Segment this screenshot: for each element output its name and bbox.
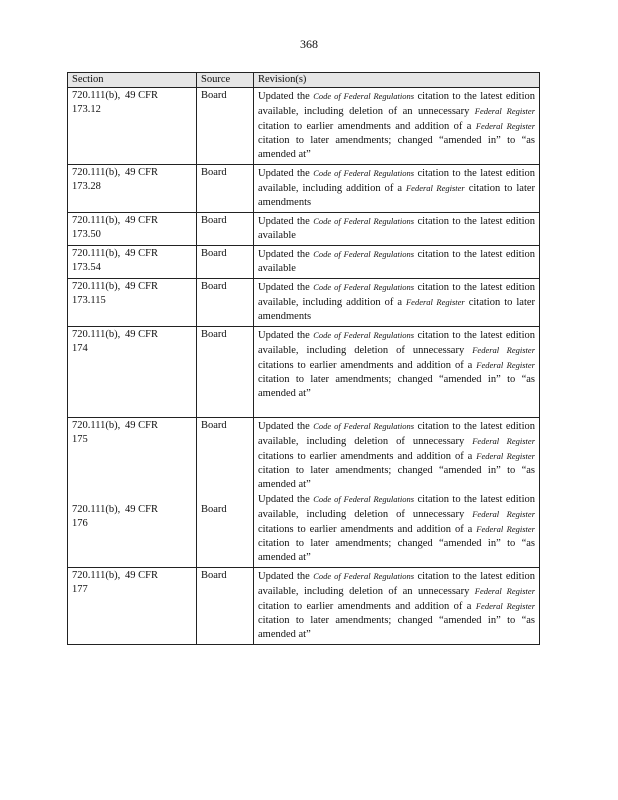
- revision-text: citations to earlier amendments and addition of a: [258, 524, 477, 535]
- section-cfr: 49 CFR: [125, 420, 158, 431]
- revision-text: citation to the latest edition available, including addition of a: [258, 168, 536, 194]
- table-row: [68, 213, 540, 246]
- section-ref: 720.111(b),: [72, 167, 121, 178]
- section-part: 174: [72, 343, 88, 354]
- cfr-title: Code of Federal Regulations: [313, 216, 415, 226]
- table-row: [68, 246, 540, 279]
- section-cell: [68, 418, 197, 568]
- section-cell: [68, 88, 197, 165]
- cfr-title: Code of Federal Regulations: [313, 494, 415, 504]
- revision-text: citation to the latest edition available, including deletion of an unnecessary: [258, 91, 536, 117]
- section-part: 173.12: [72, 104, 101, 115]
- revision-text: citations to earlier amendments and addition of a: [258, 451, 477, 462]
- cfr-title: Code of Federal Regulations: [313, 571, 415, 581]
- section-ref: 720.111(b),: [72, 504, 121, 515]
- header-source: Source: [197, 73, 254, 88]
- revision-text: Updated the: [258, 571, 314, 582]
- source-text: Board: [201, 420, 227, 431]
- section-cfr: 49 CFR: [125, 90, 158, 101]
- fed-register-title: Federal Register: [405, 297, 465, 307]
- revision-text: citation to later amendments; changed “amended in” to “as amended at”: [258, 135, 535, 160]
- table-row: [68, 165, 540, 213]
- revision-cell: [254, 568, 540, 645]
- section-cfr: 49 CFR: [125, 281, 158, 292]
- cfr-title: Code of Federal Regulations: [313, 168, 415, 178]
- section-cell: [68, 246, 197, 279]
- revision-text: Updated the: [258, 216, 314, 227]
- source-cell: Board: [197, 279, 254, 327]
- section-cell: [68, 213, 197, 246]
- section-ref: 720.111(b),: [72, 329, 121, 340]
- fed-register-title: Federal Register: [474, 106, 535, 116]
- section-part: 177: [72, 584, 88, 595]
- section-part: 173.54: [72, 262, 101, 273]
- section-cell: [68, 165, 197, 213]
- header-section: Section: [68, 73, 197, 88]
- spacer: [201, 433, 249, 503]
- table-header-row: [68, 73, 540, 88]
- revision-text: citation to later amendments; changed “amended in” to “as amended at”: [258, 374, 535, 399]
- revision-cell: [254, 279, 540, 327]
- section-cfr: 49 CFR: [125, 329, 158, 340]
- revision-cell: [254, 165, 540, 213]
- fed-register-title: Federal Register: [476, 360, 535, 370]
- revision-text: Updated the: [258, 421, 314, 432]
- spacer: [258, 401, 535, 415]
- revision-block: [258, 492, 535, 565]
- section-part: 173.50: [72, 229, 101, 240]
- source-text: Board: [201, 504, 227, 515]
- section-ref: 720.111(b),: [72, 281, 121, 292]
- revision-text: Updated the: [258, 168, 314, 179]
- revision-cell: [254, 88, 540, 165]
- fed-register-title: Federal Register: [475, 601, 536, 611]
- revision-text: Updated the: [258, 249, 314, 260]
- section-ref: 720.111(b),: [72, 570, 121, 581]
- revision-text: citation to the latest edition available: [258, 249, 536, 274]
- cfr-title: Code of Federal Regulations: [313, 282, 415, 292]
- table-row: [68, 88, 540, 165]
- revision-cell: [254, 327, 540, 418]
- revision-text: citation to earlier amendments and addition of a: [258, 121, 476, 132]
- section-ref: 720.111(b),: [72, 248, 121, 259]
- section-cell: [68, 327, 197, 418]
- revision-cell: [254, 213, 540, 246]
- cfr-title: Code of Federal Regulations: [313, 91, 415, 101]
- source-cell: Board: [197, 327, 254, 418]
- revision-text: citation to later amendments; changed “amended in” to “as amended at”: [258, 615, 535, 640]
- cfr-title: Code of Federal Regulations: [313, 249, 415, 259]
- table-row: [68, 568, 540, 645]
- page-number: 368: [300, 37, 318, 51]
- revision-table: [67, 72, 540, 645]
- source-cell: [197, 418, 254, 568]
- fed-register-title: Federal Register: [472, 509, 536, 519]
- fed-register-title: Federal Register: [405, 183, 465, 193]
- cfr-title: Code of Federal Regulations: [313, 421, 415, 431]
- revision-cell: [254, 246, 540, 279]
- revision-text: citations to earlier amendments and addition of a: [258, 360, 477, 371]
- header-revision: Revision(s): [254, 73, 540, 88]
- fed-register-title: Federal Register: [475, 121, 536, 131]
- fed-register-title: Federal Register: [474, 586, 535, 596]
- revision-text: citation to the latest edition available, including deletion of unnecessary: [258, 421, 536, 447]
- fed-register-title: Federal Register: [476, 524, 535, 534]
- section-part: 176: [72, 518, 88, 529]
- revision-cell: [254, 418, 540, 568]
- section-ref: 720.111(b),: [72, 90, 121, 101]
- revision-text: citation to later amendments; changed “amended in” to “as amended at”: [258, 538, 535, 563]
- table-row: [68, 279, 540, 327]
- revision-text: citation to the latest edition available, including addition of a: [258, 282, 536, 308]
- revision-text: citation to later amendments: [258, 183, 536, 208]
- revision-block: [258, 419, 535, 492]
- section-cell: [68, 568, 197, 645]
- section-part: 173.115: [72, 295, 106, 306]
- revision-text: citation to later amendments: [258, 297, 536, 322]
- source-cell: Board: [197, 165, 254, 213]
- section-part: 173.28: [72, 181, 101, 192]
- section-cfr: 49 CFR: [125, 248, 158, 259]
- source-cell: Board: [197, 213, 254, 246]
- revision-text: citation to the latest edition available, including deletion of unnecessary: [258, 494, 536, 520]
- section-ref: 720.111(b),: [72, 420, 121, 431]
- revision-text: citation to earlier amendments and addition of a: [258, 601, 476, 612]
- spacer: [72, 447, 192, 503]
- section-ref: 720.111(b),: [72, 215, 121, 226]
- revision-text: citation to the latest edition available: [258, 216, 536, 241]
- fed-register-title: Federal Register: [476, 451, 535, 461]
- section-cell: [68, 279, 197, 327]
- revision-text: Updated the: [258, 494, 314, 505]
- section-cfr: 49 CFR: [125, 167, 158, 178]
- fed-register-title: Federal Register: [472, 345, 536, 355]
- cfr-title: Code of Federal Regulations: [313, 330, 415, 340]
- revision-text: citation to later amendments; changed “amended in” to “as amended at”: [258, 465, 535, 490]
- revision-text: Updated the: [258, 282, 314, 293]
- source-cell: Board: [197, 568, 254, 645]
- section-part: 175: [72, 434, 88, 445]
- section-cfr: 49 CFR: [125, 504, 158, 515]
- revision-text: Updated the: [258, 330, 314, 341]
- table-row: [68, 418, 540, 568]
- revision-text: Updated the: [258, 91, 314, 102]
- source-cell: Board: [197, 88, 254, 165]
- revision-text: citation to the latest edition available, including deletion of an unnecessary: [258, 571, 536, 597]
- revision-text: citation to the latest edition available, including deletion of unnecessary: [258, 330, 536, 356]
- section-cfr: 49 CFR: [125, 215, 158, 226]
- table-row: [68, 327, 540, 418]
- section-cfr: 49 CFR: [125, 570, 158, 581]
- source-cell: Board: [197, 246, 254, 279]
- fed-register-title: Federal Register: [472, 436, 536, 446]
